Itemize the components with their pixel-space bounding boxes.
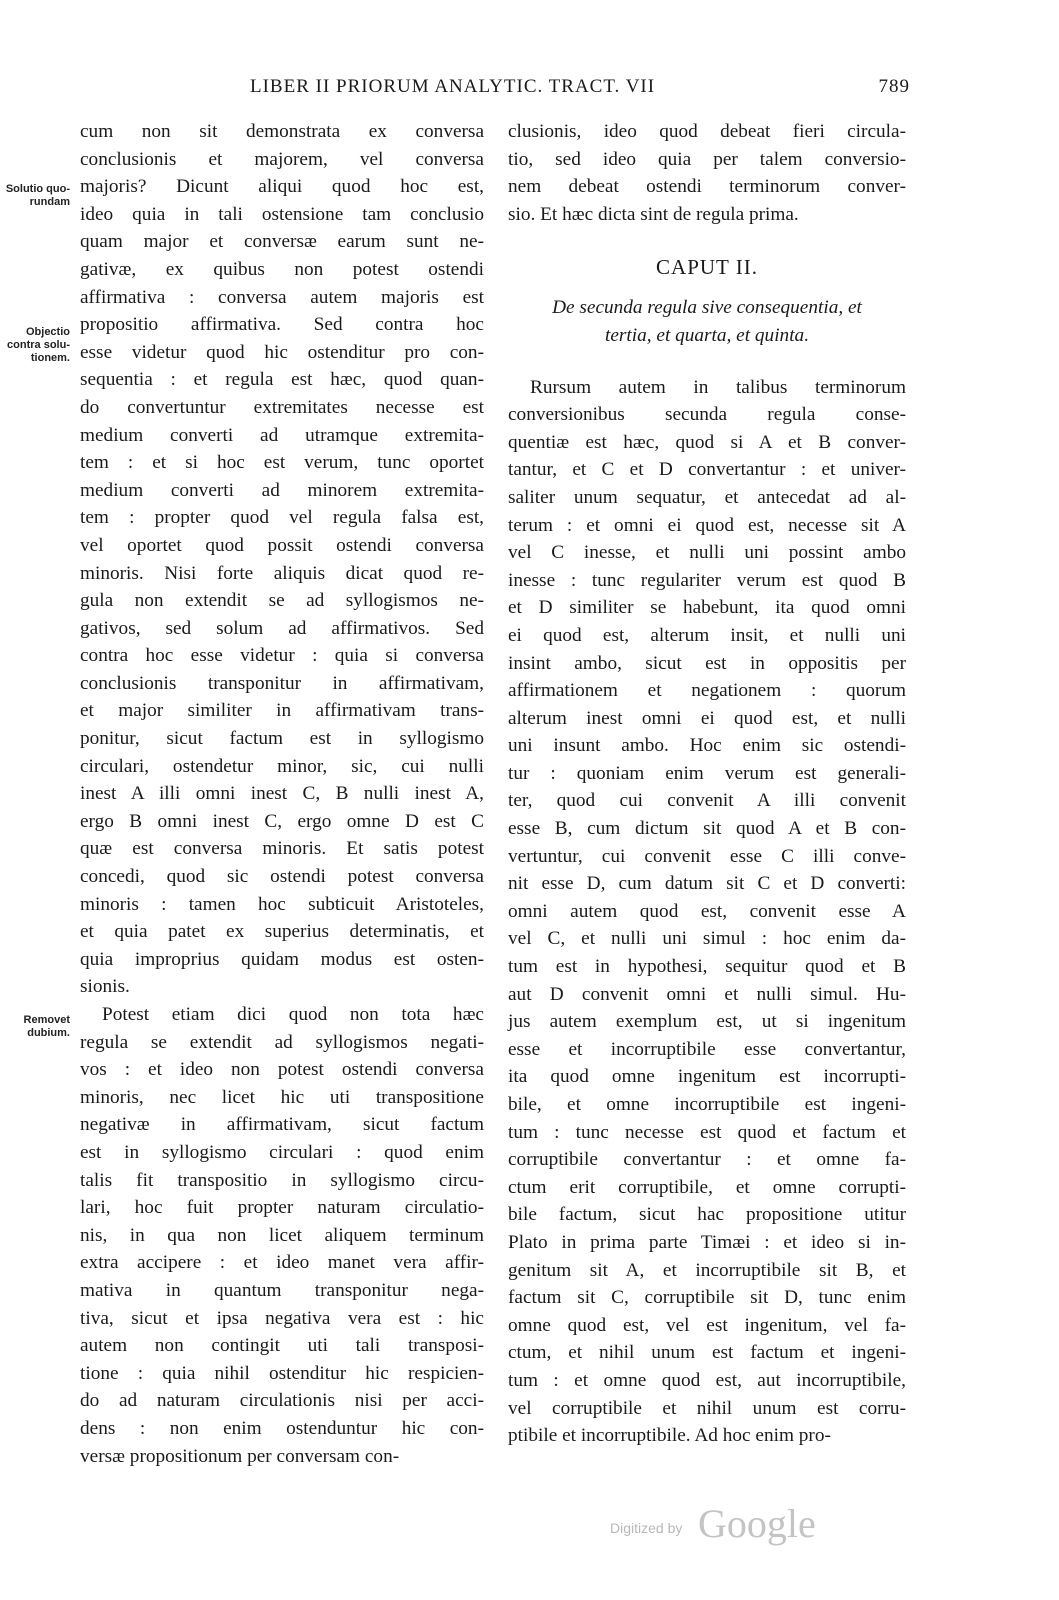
text-line: Potest etiam dici quod non tota hæc xyxy=(102,1004,484,1025)
text-line: ideo quia in tali ostensione tam conclusio xyxy=(80,203,484,225)
text-line: propositio affirmativa. Sed contra hoc xyxy=(80,314,484,336)
text-line: quentiæ est hæc, quod si A et B conver- xyxy=(508,431,906,453)
text-line: tem : et si hoc est verum, tunc oportet xyxy=(80,452,484,474)
text-line: nis, in qua non licet aliquem terminum xyxy=(80,1224,484,1246)
text-line: gativos, sed solum ad affirmativos. Sed xyxy=(80,617,484,639)
text-line: sionis. xyxy=(80,976,130,998)
running-header xyxy=(250,76,910,106)
text-line: ter, quod cui convenit A illi convenit xyxy=(508,790,906,812)
text-line: alterum inest omni ei quod est, et nulli xyxy=(508,707,906,729)
text-line: bile factum, sicut hac propositione utitur xyxy=(508,1204,906,1226)
text-line: Plato in prima parte Timæi : et ideo si in- xyxy=(508,1231,906,1253)
text-line: insint ambo, sicut est in oppositis per xyxy=(508,652,906,674)
text-line: clusionis, ideo quod debeat fieri circula- xyxy=(508,121,906,142)
text-line: conclusionis transponitur in affirmativam, xyxy=(80,672,484,694)
text-line: uni insunt ambo. Hoc enim sic ostendi- xyxy=(508,735,906,757)
text-line: saliter unum sequatur, et antecedat ad al- xyxy=(508,486,906,508)
text-line: terum : et omni ei quod est, necesse sit A xyxy=(508,514,906,536)
text-line: cum non sit demonstrata ex conversa xyxy=(80,121,484,142)
digitized-watermark xyxy=(610,1502,830,1546)
text-line: tiva, sicut et ipsa negativa vera est : hic xyxy=(80,1307,484,1329)
text-line: inesse : tunc regulariter verum est quod B xyxy=(508,569,906,591)
text-line: ctum erit corruptibile, et omne corrupti- xyxy=(508,1176,906,1198)
text-line: circulari, ostendetur minor, sic, cui nulli xyxy=(80,755,484,777)
text-line: gativæ, ex quibus non potest ostendi xyxy=(80,258,484,280)
text-line: ei quod est, alterum insit, et nulli uni xyxy=(508,624,906,646)
google-logo: Google xyxy=(698,1501,816,1546)
text-line: talis fit transpositio in syllogismo circu- xyxy=(80,1169,484,1191)
text-line: tio, sed ideo quia per talem conversio- xyxy=(508,148,906,170)
text-line: do convertuntur extremitates necesse est xyxy=(80,396,484,418)
right-column-top xyxy=(508,118,906,228)
text-line: omni autem quod est, convenit esse A xyxy=(508,900,906,922)
text-line: vel corruptibile et nihil unum est corru- xyxy=(508,1397,906,1419)
text-line: versæ propositionum per conversam con- xyxy=(80,1445,400,1467)
text-line: concedi, quod sic ostendi potest conversa xyxy=(80,866,484,888)
text-line: affirmativa : conversa autem majoris est xyxy=(80,286,484,308)
text-line: ptibile et incorruptibile. Ad hoc enim pro- xyxy=(508,1425,831,1447)
text-line: conclusionis et majorem, vel conversa xyxy=(80,148,484,170)
text-line: tum est in hypothesi, sequitur quod et B xyxy=(508,956,906,978)
text-line: tantur, et C et D convertantur : et univer- xyxy=(508,459,906,481)
text-line: minoris : tamen hoc subticuit Aristoteles, xyxy=(80,893,484,915)
text-line: et D similiter se habebunt, ita quod omni xyxy=(508,597,906,619)
text-line: mativa in quantum transponitur nega- xyxy=(80,1279,484,1301)
text-line: esse B, cum dictum sit quod A et B con- xyxy=(508,818,906,840)
text-line: quæ est conversa minoris. Et satis potest xyxy=(80,838,484,860)
text-line: tum : tunc necesse est quod et factum et xyxy=(508,1121,906,1143)
chapter-subtitle-line-1: De secunda regula sive consequentia, et xyxy=(552,297,862,319)
chapter-subtitle-line-2: tertia, et quarta, et quinta. xyxy=(604,324,810,346)
text-line: do ad naturam circulationis nisi per acci- xyxy=(80,1390,484,1412)
text-line: affirmationem et negationem : quorum xyxy=(508,680,906,702)
text-line: autem non contingit uti tali transposi- xyxy=(80,1335,484,1357)
text-line: dens : non enim ostenduntur hic con- xyxy=(80,1417,484,1439)
text-line: sio. Et hæc dicta sint de regula prima. xyxy=(508,203,799,225)
text-line: esse et incorruptibile esse convertantur, xyxy=(508,1038,906,1060)
text-line: aut D convenit omni et nulli simul. Hu- xyxy=(508,983,906,1005)
text-line: minoris, nec licet hic uti transpositione xyxy=(80,1086,484,1108)
text-line: contra hoc esse videtur : quia si conversa xyxy=(80,645,484,667)
text-line: et major similiter in affirmativam trans- xyxy=(80,700,484,722)
text-line: esse videtur quod hic ostenditur pro con- xyxy=(80,341,484,363)
text-line: vel C, et nulli uni simul : hoc enim da- xyxy=(508,928,906,950)
text-line: gula non extendit se ad syllogismos ne- xyxy=(80,590,484,612)
text-line: tur : quoniam enim verum est generali- xyxy=(508,762,906,784)
text-line: vertuntur, cui convenit esse C illi conve- xyxy=(508,845,906,867)
text-line: regula se extendit ad syllogismos negati- xyxy=(80,1031,484,1053)
text-line: tem : propter quod vel regula falsa est, xyxy=(80,507,484,529)
chapter-heading: CAPUT II. xyxy=(656,255,758,280)
text-line: factum sit C, corruptibile sit D, tunc enim xyxy=(508,1287,906,1309)
text-line: omne quod est, vel est ingenitum, vel fa- xyxy=(508,1314,906,1336)
text-line: et quia patet ex superius determinatis, et xyxy=(80,921,484,943)
text-line: nit esse D, cum datum sit C et D converti: xyxy=(508,873,906,895)
text-line: tum : et omne quod est, aut incorruptibile, xyxy=(508,1369,906,1391)
text-line: ctum, et nihil unum est factum et ingeni- xyxy=(508,1342,906,1364)
text-line: est in syllogismo circulari : quod enim xyxy=(80,1141,484,1163)
text-line: corruptibile convertantur : et omne fa- xyxy=(508,1149,906,1171)
text-line: vel C inesse, et nulli uni possint ambo xyxy=(508,542,906,564)
text-line: quam major et conversæ earum sunt ne- xyxy=(80,231,484,253)
text-line: Rursum autem in talibus terminorum xyxy=(530,376,906,398)
text-line: majoris? Dicunt aliqui quod hoc est, xyxy=(80,176,484,198)
margin-note-removet: Removet dubium. xyxy=(23,1014,70,1039)
text-line: genitum sit A, et incorruptibile sit B, et xyxy=(508,1259,906,1281)
running-title: LIBER II PRIORUM ANALYTIC. TRACT. VII xyxy=(250,76,656,97)
text-line: medium converti ad minorem extremita- xyxy=(80,479,484,501)
text-line: ponitur, sicut factum est in syllogismo xyxy=(80,728,484,750)
text-line: lari, hoc fuit propter naturam circulatio- xyxy=(80,1197,484,1219)
text-line: vel oportet quod possit ostendi conversa xyxy=(80,534,484,556)
text-line: nem debeat ostendi terminorum conver- xyxy=(508,176,906,198)
right-column-body xyxy=(508,374,906,1450)
margin-note-objectio: Objectio contra solu- tionem. xyxy=(7,326,70,364)
text-line: ita quod omne ingenitum est incorrupti- xyxy=(508,1066,906,1088)
text-line: ergo B omni inest C, ergo omne D est C xyxy=(80,810,484,832)
text-line: inest A illi omni inest C, B nulli inest A, xyxy=(80,783,484,805)
text-line: jus autem exemplum est, ut si ingenitum xyxy=(508,1011,906,1033)
text-line: tione : quia nihil ostenditur hic respicien- xyxy=(80,1362,484,1384)
text-line: conversionibus secunda regula conse- xyxy=(508,404,906,426)
margin-note-solutio: Solutio quo- rundam xyxy=(5,183,70,208)
text-line: minoris. Nisi forte aliquis dicat quod re- xyxy=(80,562,484,584)
text-line: extra accipere : et ideo manet vera affir- xyxy=(80,1252,484,1274)
left-column xyxy=(80,118,484,1470)
page-number: 789 xyxy=(878,76,910,97)
right-column xyxy=(508,118,906,1450)
text-line: quia improprius quidam modus est osten- xyxy=(80,948,484,970)
text-line: sequentia : et regula est hæc, quod quan- xyxy=(80,369,484,391)
text-line: bile, et omne incorruptibile est ingeni- xyxy=(508,1094,906,1115)
digitized-label: Digitized by xyxy=(610,1520,683,1536)
text-line: negativæ in affirmativam, sicut factum xyxy=(80,1114,484,1136)
text-line: vos : et ideo non potest ostendi conversa xyxy=(80,1059,484,1081)
text-line: medium converti ad utramque extremita- xyxy=(80,424,484,446)
